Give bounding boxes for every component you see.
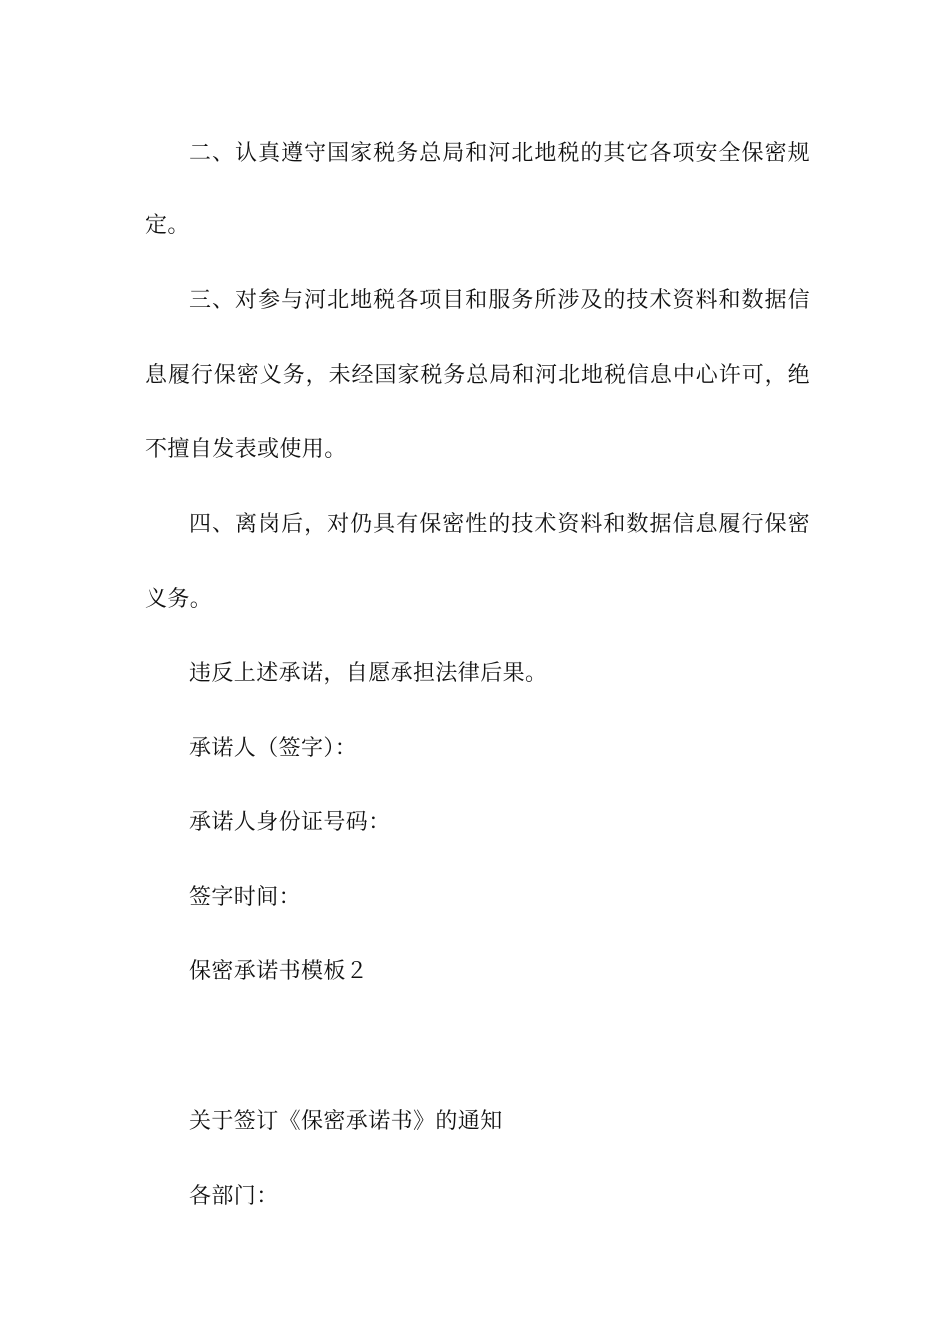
clause-four-line-2: 义务。 [145,587,213,612]
signer-label: 承诺人（签字）： [189,736,358,761]
notice-salutation: 各部门： [189,1184,279,1209]
template-heading: 保密承诺书模板２ [189,959,369,984]
clause-three-line-3: 不擅自发表或使用。 [145,437,347,462]
notice-title: 关于签订《保密承诺书》的通知 [189,1109,503,1134]
signing-time-label: 签字时间： [189,885,302,910]
clause-three-line-2: 息履行保密义务，未经国家税务总局和河北地税信息中心许可，绝 [145,363,810,388]
clause-two-line-2: 定。 [145,213,190,238]
clause-three-line-1: 三、对参与河北地税各项目和服务所涉及的技术资料和数据信 [189,288,810,313]
signer-id-label: 承诺人身份证号码： [189,810,391,835]
clause-four-line-1: 四、离岗后，对仍具有保密性的技术资料和数据信息履行保密 [189,512,810,537]
clause-two-line-1: 二、认真遵守国家税务总局和河北地税的其它各项安全保密规 [189,141,810,166]
violation-statement: 违反上述承诺，自愿承担法律后果。 [189,661,548,686]
